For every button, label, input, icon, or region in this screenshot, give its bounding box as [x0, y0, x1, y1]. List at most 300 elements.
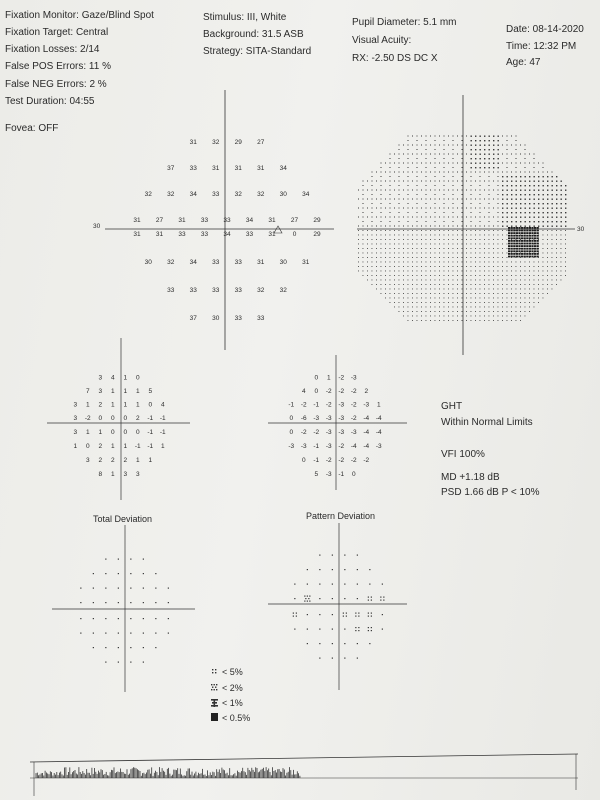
- grayscale-dot: [471, 239, 472, 240]
- grayscale-dot: [493, 316, 494, 317]
- grayscale-dot: [529, 311, 530, 312]
- pupil-diameter: Pupil Diameter: 5.1 mm: [352, 17, 457, 28]
- grayscale-dot: [430, 275, 431, 276]
- grayscale-dot: [462, 289, 463, 290]
- grayscale-dot: [529, 226, 530, 227]
- grayscale-dot: [412, 190, 413, 191]
- grayscale-dot: [480, 266, 481, 267]
- grayscale-dot: [520, 226, 521, 227]
- prob-5pct-mark: [355, 627, 356, 628]
- grayscale-dot: [394, 262, 395, 263]
- grid-value: 5: [314, 471, 319, 478]
- grayscale-dot: [525, 280, 526, 281]
- threshold-axis-label: 30: [93, 223, 101, 230]
- grayscale-dot: [358, 190, 359, 191]
- grayscale-dot: [565, 221, 566, 222]
- grayscale-dot: [471, 221, 472, 222]
- grayscale-dot: [453, 239, 454, 240]
- grayscale-dot: [534, 302, 535, 303]
- grayscale-dot: [426, 239, 427, 240]
- grayscale-dot: [426, 149, 427, 150]
- blind-spot-shade: [534, 240, 536, 242]
- legend-05pct: < 0.5%: [222, 713, 251, 723]
- grayscale-dot: [561, 208, 562, 209]
- grid-value: 33: [178, 231, 186, 238]
- grayscale-dot: [363, 190, 364, 191]
- grid-value: -1: [313, 443, 320, 450]
- grayscale-dot: [394, 235, 395, 236]
- grayscale-dot: [556, 221, 557, 222]
- grayscale-dot: [534, 176, 535, 177]
- grayscale-dot: [480, 194, 481, 195]
- grayscale-dot: [430, 316, 431, 317]
- grayscale-dot: [520, 284, 521, 285]
- grayscale-dot: [399, 244, 400, 245]
- grayscale-dot: [381, 271, 382, 272]
- grayscale-dot: [471, 167, 472, 168]
- grayscale-dot: [552, 212, 553, 213]
- grayscale-dot: [543, 257, 544, 258]
- grayscale-dot: [448, 271, 449, 272]
- grayscale-dot: [372, 181, 373, 182]
- grayscale-dot: [511, 302, 512, 303]
- grayscale-plot: [358, 136, 566, 321]
- grayscale-dot: [466, 307, 467, 308]
- grayscale-dot: [511, 136, 512, 137]
- grayscale-dot: [457, 271, 458, 272]
- grayscale-dot: [507, 289, 508, 290]
- grayscale-dot: [471, 149, 472, 150]
- grayscale-dot: [552, 262, 553, 263]
- grayscale-dot: [417, 185, 418, 186]
- grid-value: -3: [325, 471, 332, 478]
- prob-normal-dot: [332, 658, 333, 659]
- grayscale-dot: [471, 266, 472, 267]
- grayscale-dot: [426, 226, 427, 227]
- blind-spot-shade: [513, 232, 515, 234]
- grayscale-dot: [421, 316, 422, 317]
- grayscale-dot: [538, 302, 539, 303]
- grayscale-dot: [471, 194, 472, 195]
- grayscale-dot: [471, 280, 472, 281]
- grayscale-dot: [444, 190, 445, 191]
- grayscale-dot: [453, 145, 454, 146]
- grayscale-dot: [381, 167, 382, 168]
- blind-spot-shade: [508, 235, 510, 237]
- grayscale-dot: [421, 248, 422, 249]
- blind-spot-shade: [521, 230, 523, 232]
- grayscale-dot: [462, 208, 463, 209]
- grayscale-dot: [471, 262, 472, 263]
- grayscale-dot: [507, 302, 508, 303]
- grayscale-dot: [529, 154, 530, 155]
- grayscale-dot: [430, 230, 431, 231]
- grayscale-dot: [484, 167, 485, 168]
- blind-spot-shade: [529, 248, 531, 250]
- grayscale-dot: [426, 271, 427, 272]
- grayscale-dot: [547, 217, 548, 218]
- blind-spot-shade: [529, 250, 531, 252]
- grayscale-dot: [453, 181, 454, 182]
- grayscale-dot: [507, 149, 508, 150]
- grayscale-dot: [552, 266, 553, 267]
- blind-spot-shade: [534, 237, 536, 239]
- grayscale-dot: [466, 217, 467, 218]
- grayscale-dot: [529, 275, 530, 276]
- grayscale-dot: [448, 284, 449, 285]
- grayscale-dot: [466, 235, 467, 236]
- grayscale-dot: [390, 298, 391, 299]
- grayscale-dot: [525, 289, 526, 290]
- grid-value: 33: [234, 287, 242, 294]
- psd-value: PSD 1.66 dB P < 10%: [441, 487, 540, 498]
- grayscale-dot: [453, 221, 454, 222]
- grayscale-dot: [435, 181, 436, 182]
- grayscale-dot: [426, 307, 427, 308]
- grid-value: 31: [234, 165, 242, 172]
- grayscale-dot: [408, 311, 409, 312]
- grayscale-dot: [381, 226, 382, 227]
- grayscale-dot: [520, 289, 521, 290]
- grayscale-dot: [363, 226, 364, 227]
- blind-spot-shade: [521, 253, 523, 255]
- grayscale-dot: [453, 266, 454, 267]
- grayscale-dot: [403, 262, 404, 263]
- grayscale-dot: [520, 145, 521, 146]
- grayscale-dot: [511, 226, 512, 227]
- grayscale-dot: [538, 221, 539, 222]
- grayscale-dot: [448, 136, 449, 137]
- grayscale-dot: [381, 163, 382, 164]
- grayscale-dot: [552, 185, 553, 186]
- grayscale-dot: [439, 275, 440, 276]
- grayscale-dot: [552, 253, 553, 254]
- blind-spot-shade: [531, 240, 533, 242]
- grayscale-dot: [457, 154, 458, 155]
- grayscale-dot: [363, 253, 364, 254]
- prob-2pct-mark: [304, 596, 305, 597]
- grayscale-dot: [462, 172, 463, 173]
- grayscale-dot: [417, 253, 418, 254]
- grayscale-dot: [502, 253, 503, 254]
- grayscale-dot: [498, 230, 499, 231]
- grayscale-dot: [466, 298, 467, 299]
- legend-1pct-symbol: [211, 699, 218, 707]
- grayscale-dot: [516, 136, 517, 137]
- grayscale-dot: [534, 181, 535, 182]
- grayscale-dot: [426, 158, 427, 159]
- grid-value: 0: [289, 415, 294, 422]
- grayscale-dot: [426, 212, 427, 213]
- grayscale-dot: [475, 154, 476, 155]
- grayscale-dot: [394, 208, 395, 209]
- grayscale-dot: [363, 239, 364, 240]
- grayscale-dot: [435, 257, 436, 258]
- grid-value: 1: [85, 401, 90, 409]
- grayscale-dot: [484, 271, 485, 272]
- grid-value: 29: [313, 231, 321, 238]
- grayscale-dot: [480, 176, 481, 177]
- grayscale-dot: [399, 185, 400, 186]
- grayscale-dot: [399, 212, 400, 213]
- grayscale-dot: [453, 140, 454, 141]
- grayscale-dot: [556, 176, 557, 177]
- blind-spot-shade: [524, 232, 526, 234]
- grayscale-dot: [529, 266, 530, 267]
- blind-spot-shade: [529, 227, 531, 229]
- grayscale-dot: [435, 289, 436, 290]
- grayscale-dot: [444, 239, 445, 240]
- prob-5pct-mark: [346, 616, 347, 617]
- grayscale-dot: [556, 284, 557, 285]
- prob-normal-dot: [319, 614, 320, 615]
- grayscale-dot: [408, 208, 409, 209]
- grayscale-dot: [408, 136, 409, 137]
- grayscale-dot: [520, 298, 521, 299]
- grayscale-dot: [507, 154, 508, 155]
- grayscale-dot: [561, 253, 562, 254]
- prob-normal-dot: [155, 573, 156, 574]
- grayscale-dot: [363, 235, 364, 236]
- grayscale-dot: [507, 298, 508, 299]
- grayscale-dot: [408, 293, 409, 294]
- grayscale-dot: [489, 199, 490, 200]
- grayscale-dot: [385, 199, 386, 200]
- grayscale-dot: [475, 248, 476, 249]
- grid-value: -3: [338, 401, 345, 409]
- grayscale-dot: [457, 253, 458, 254]
- prob-5pct-mark: [383, 600, 384, 601]
- grayscale-dot: [507, 280, 508, 281]
- grayscale-dot: [457, 190, 458, 191]
- grayscale-dot: [525, 271, 526, 272]
- prob-5pct-mark: [358, 630, 359, 631]
- grayscale-dot: [399, 289, 400, 290]
- grayscale-dot: [394, 244, 395, 245]
- grayscale-dot: [408, 172, 409, 173]
- prob-normal-dot: [332, 555, 333, 556]
- grayscale-dot: [363, 212, 364, 213]
- grayscale-dot: [399, 158, 400, 159]
- test-date: Date: 08-14-2020: [506, 24, 584, 35]
- grayscale-dot: [399, 199, 400, 200]
- grayscale-dot: [475, 316, 476, 317]
- grayscale-dot: [444, 212, 445, 213]
- grayscale-dot: [390, 257, 391, 258]
- grayscale-dot: [408, 284, 409, 285]
- pattern-deviation-label: Pattern Deviation: [306, 511, 376, 521]
- blind-spot-shade: [531, 256, 533, 258]
- prob-5pct-mark: [368, 627, 369, 628]
- grayscale-dot: [534, 203, 535, 204]
- grayscale-dot: [394, 280, 395, 281]
- grayscale-dot: [426, 253, 427, 254]
- blind-spot-shade: [537, 230, 539, 232]
- grayscale-dot: [462, 154, 463, 155]
- prob-normal-dot: [319, 555, 320, 556]
- grayscale-dot: [466, 244, 467, 245]
- grid-value: -2: [350, 457, 357, 464]
- grayscale-dot: [480, 203, 481, 204]
- grayscale-dot: [471, 203, 472, 204]
- grayscale-dot: [520, 163, 521, 164]
- grayscale-dot: [426, 208, 427, 209]
- grayscale-dot: [435, 293, 436, 294]
- grayscale-dot: [520, 293, 521, 294]
- grayscale-dot: [453, 172, 454, 173]
- grayscale-dot: [439, 217, 440, 218]
- grayscale-dot: [417, 217, 418, 218]
- grayscale-dot: [394, 230, 395, 231]
- prob-5pct-mark: [343, 613, 344, 614]
- grayscale-dot: [430, 257, 431, 258]
- grayscale-dot: [381, 221, 382, 222]
- grayscale-dot: [403, 257, 404, 258]
- grid-value: -1: [134, 443, 141, 450]
- grayscale-dot: [471, 284, 472, 285]
- grayscale-dot: [448, 248, 449, 249]
- grayscale-dot: [498, 293, 499, 294]
- grayscale-dot: [502, 163, 503, 164]
- grayscale-dot: [439, 289, 440, 290]
- grayscale-dot: [489, 235, 490, 236]
- grayscale-dot: [529, 163, 530, 164]
- grayscale-dot: [543, 212, 544, 213]
- grayscale-dot: [493, 199, 494, 200]
- grayscale-dot: [561, 280, 562, 281]
- grayscale-dot: [498, 271, 499, 272]
- grayscale-dot: [480, 257, 481, 258]
- grayscale-dot: [565, 244, 566, 245]
- grayscale-dot: [430, 280, 431, 281]
- grid-value: 29: [313, 217, 321, 224]
- prob-5pct-mark: [380, 597, 381, 598]
- grayscale-dot: [502, 154, 503, 155]
- grayscale-dot: [529, 181, 530, 182]
- grayscale-dot: [516, 154, 517, 155]
- grayscale-dot: [556, 244, 557, 245]
- blind-spot-shade: [516, 248, 518, 250]
- grid-value: 2: [98, 401, 103, 409]
- prob-normal-dot: [357, 555, 358, 556]
- grayscale-dot: [439, 230, 440, 231]
- grayscale-dot: [453, 289, 454, 290]
- grayscale-dot: [516, 176, 517, 177]
- grayscale-dot: [408, 199, 409, 200]
- grayscale-dot: [421, 199, 422, 200]
- grayscale-dot: [534, 172, 535, 173]
- grayscale-dot: [390, 203, 391, 204]
- grayscale-dot: [493, 244, 494, 245]
- grayscale-dot: [367, 275, 368, 276]
- grayscale-dot: [417, 271, 418, 272]
- prob-5pct-mark: [355, 613, 356, 614]
- grayscale-dot: [475, 302, 476, 303]
- grayscale-dot: [376, 208, 377, 209]
- grayscale-dot: [525, 226, 526, 227]
- grayscale-dot: [408, 320, 409, 321]
- prob-normal-dot: [344, 643, 345, 644]
- grayscale-dot: [394, 217, 395, 218]
- grayscale-dot: [538, 226, 539, 227]
- grayscale-dot: [439, 271, 440, 272]
- grayscale-dot: [529, 217, 530, 218]
- prob-normal-dot: [319, 658, 320, 659]
- grayscale-dot: [543, 289, 544, 290]
- grayscale-dot: [493, 235, 494, 236]
- grayscale-dot: [471, 235, 472, 236]
- grayscale-dot: [462, 307, 463, 308]
- grayscale-dot: [466, 230, 467, 231]
- grayscale-dot: [466, 248, 467, 249]
- grayscale-dot: [552, 244, 553, 245]
- prob-normal-dot: [93, 633, 94, 634]
- grayscale-dot: [516, 298, 517, 299]
- grayscale-dot: [511, 284, 512, 285]
- blind-spot-shade: [511, 230, 513, 232]
- grayscale-dot: [511, 190, 512, 191]
- grayscale-dot: [453, 307, 454, 308]
- grayscale-dot: [552, 203, 553, 204]
- prob-normal-dot: [93, 618, 94, 619]
- legend-2pct-symbol: [211, 684, 217, 690]
- grayscale-dot: [430, 181, 431, 182]
- grayscale-dot: [417, 298, 418, 299]
- grayscale-dot: [403, 280, 404, 281]
- grid-value: 31: [133, 217, 141, 224]
- grayscale-dot: [399, 253, 400, 254]
- grayscale-dot: [493, 293, 494, 294]
- grayscale-dot: [439, 199, 440, 200]
- grayscale-dot: [480, 136, 481, 137]
- blind-spot-shade: [534, 230, 536, 232]
- grayscale-dot: [426, 221, 427, 222]
- grayscale-dot: [516, 158, 517, 159]
- grid-value: 1: [110, 471, 115, 478]
- grayscale-dot: [363, 194, 364, 195]
- grayscale-dot: [417, 262, 418, 263]
- grayscale-dot: [385, 217, 386, 218]
- grid-value: -3: [300, 443, 307, 450]
- grayscale-dot: [367, 244, 368, 245]
- blind-spot-shade: [516, 245, 518, 247]
- grayscale-dot: [372, 239, 373, 240]
- grayscale-dot: [471, 275, 472, 276]
- prob-normal-dot: [105, 588, 106, 589]
- grayscale-dot: [516, 185, 517, 186]
- grayscale-dot: [525, 190, 526, 191]
- grayscale-dot: [412, 280, 413, 281]
- grayscale-dot: [538, 293, 539, 294]
- grid-value: 31: [257, 259, 265, 266]
- grayscale-dot: [439, 302, 440, 303]
- blind-spot-shade: [518, 232, 520, 234]
- grayscale-dot: [547, 221, 548, 222]
- grayscale-dot: [466, 275, 467, 276]
- grayscale-dot: [471, 190, 472, 191]
- grayscale-dot: [376, 266, 377, 267]
- grayscale-dot: [453, 158, 454, 159]
- grayscale-dot: [480, 253, 481, 254]
- grayscale-dot: [363, 181, 364, 182]
- grayscale-dot: [525, 158, 526, 159]
- grayscale-dot: [453, 235, 454, 236]
- blind-spot-shade: [511, 243, 513, 245]
- grayscale-dot: [502, 307, 503, 308]
- grayscale-dot: [538, 176, 539, 177]
- blind-spot-shade: [508, 240, 510, 242]
- grayscale-dot: [444, 136, 445, 137]
